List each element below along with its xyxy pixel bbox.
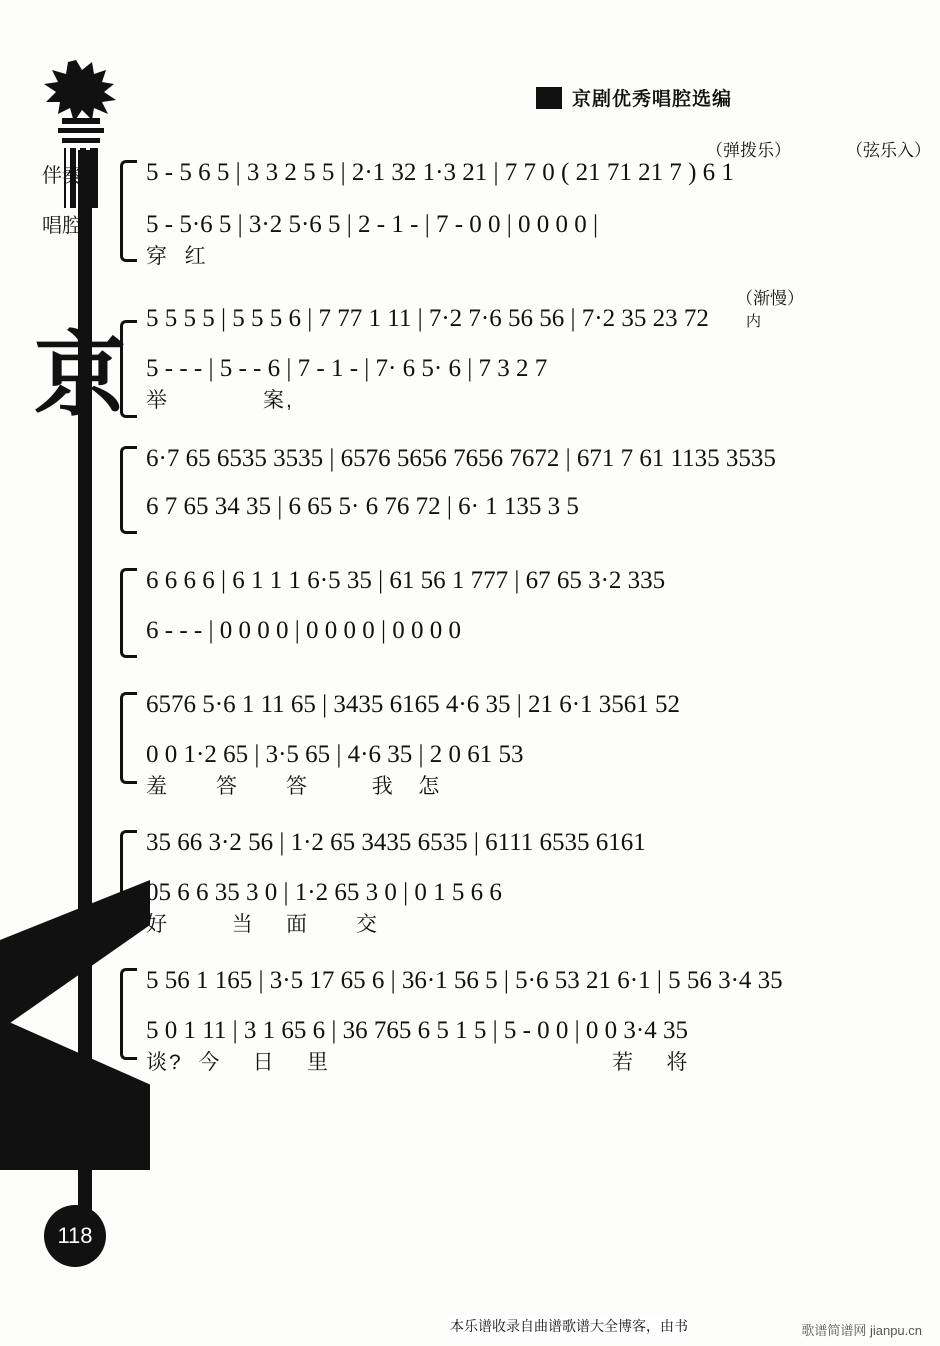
notes-accompaniment: 35 66 3·2 56 | 1·2 65 3435 6535 | 6111 6535 6161 <box>146 829 646 856</box>
page-header <box>536 84 732 111</box>
music-system <box>120 568 910 668</box>
page-number: 118 <box>44 1205 106 1267</box>
notes-vocal: 5 - - - | 5 - - 6 | 7 - 1 - | 7· 6 5· 6 | 7 3 2 7 <box>146 355 548 383</box>
music-system <box>120 692 910 808</box>
music-system <box>120 446 910 542</box>
music-system <box>120 830 910 946</box>
lyric-line: 羞 答 答 我 怎 <box>146 774 442 798</box>
watermark-label: 歌谱简谱网 jianpu.cn <box>801 1323 922 1338</box>
footer-note: 本乐谱收录自曲谱歌谱大全博客，由书 <box>450 1318 688 1334</box>
annotation-slower: （渐慢） <box>736 289 804 308</box>
lyric-line: 穿 红 <box>146 244 208 268</box>
system-brace <box>120 830 137 922</box>
notes-vocal: 5 - 5·6 5 | 3·2 5·6 5 | 2 - 1 - | 7 - 0 0 | 0 0 0 0 | <box>146 211 599 239</box>
lyric-line: 谈? 今 日 里 若 将 <box>146 1050 690 1074</box>
system-brace <box>120 446 137 534</box>
system-brace <box>120 320 137 418</box>
notes-accompaniment: 6576 5·6 1 11 65 | 3435 6165 4·6 35 | 21 6·1 3561 52 <box>146 691 681 718</box>
decorative-big-character: 京 <box>34 325 127 427</box>
notes-vocal: 6 7 65 34 35 | 6 65 5· 6 76 72 | 6· 1 135 3 5 <box>146 493 579 521</box>
system-brace <box>120 568 137 658</box>
annotation-plucked: （弹拨乐） <box>706 141 791 160</box>
notes-accompaniment: 6·7 65 6535 3535 | 6576 5656 7656 7672 | 671 7 61 1135 3535 <box>146 445 776 472</box>
system-brace <box>120 692 137 784</box>
notes-vocal: 05 6 6 35 3 0 | 1·2 65 3 0 | 0 1 5 6 6 <box>146 879 502 907</box>
annotation-strings: （弦乐入） <box>846 141 931 160</box>
annotation-inner: 内 <box>746 313 762 330</box>
lyric-line: 好 当 面 交 <box>146 912 380 936</box>
stave-label-accompaniment: 伴奏 <box>42 165 82 187</box>
book-title: 京剧优秀唱腔选编 <box>572 89 733 110</box>
notes-accompaniment: 5 56 1 165 | 3·5 17 65 6 | 36·1 56 5 | 5·6 53 21 6·1 | 5 56 3·4 35 <box>146 967 783 994</box>
notes-vocal: 6 - - - | 0 0 0 0 | 0 0 0 0 | 0 0 0 0 <box>146 617 461 645</box>
music-system <box>120 289 910 424</box>
stave-label-vocal: 唱腔 <box>42 215 82 238</box>
score-body <box>42 141 931 1098</box>
music-system <box>42 141 931 280</box>
notes-accompaniment: 5 - 5 6 5 | 3 3 2 5 5 | 2·1 32 1·3 21 | 7 7 0 ( 21 71 21 7 ) 6 1 <box>146 159 734 186</box>
notes-vocal: 0 0 1·2 65 | 3·5 65 | 4·6 35 | 2 0 61 53 <box>146 741 524 769</box>
notes-accompaniment: 5 5 5 5 | 5 5 5 6 | 7 77 1 11 | 7·2 7·6 56 56 | 7·2 35 23 72 <box>146 305 709 332</box>
notes-accompaniment: 6 6 6 6 | 6 1 1 1 6·5 35 | 61 56 1 777 | 67 65 3·2 335 <box>146 567 666 594</box>
header-block-icon <box>536 87 562 109</box>
notes-vocal: 5 0 1 11 | 3 1 65 6 | 36 765 6 5 1 5 | 5 - 0 0 | 0 0 3·4 35 <box>146 1017 688 1045</box>
music-system <box>120 968 910 1084</box>
system-brace <box>120 968 137 1060</box>
lyric-line: 举 案, <box>146 388 294 412</box>
